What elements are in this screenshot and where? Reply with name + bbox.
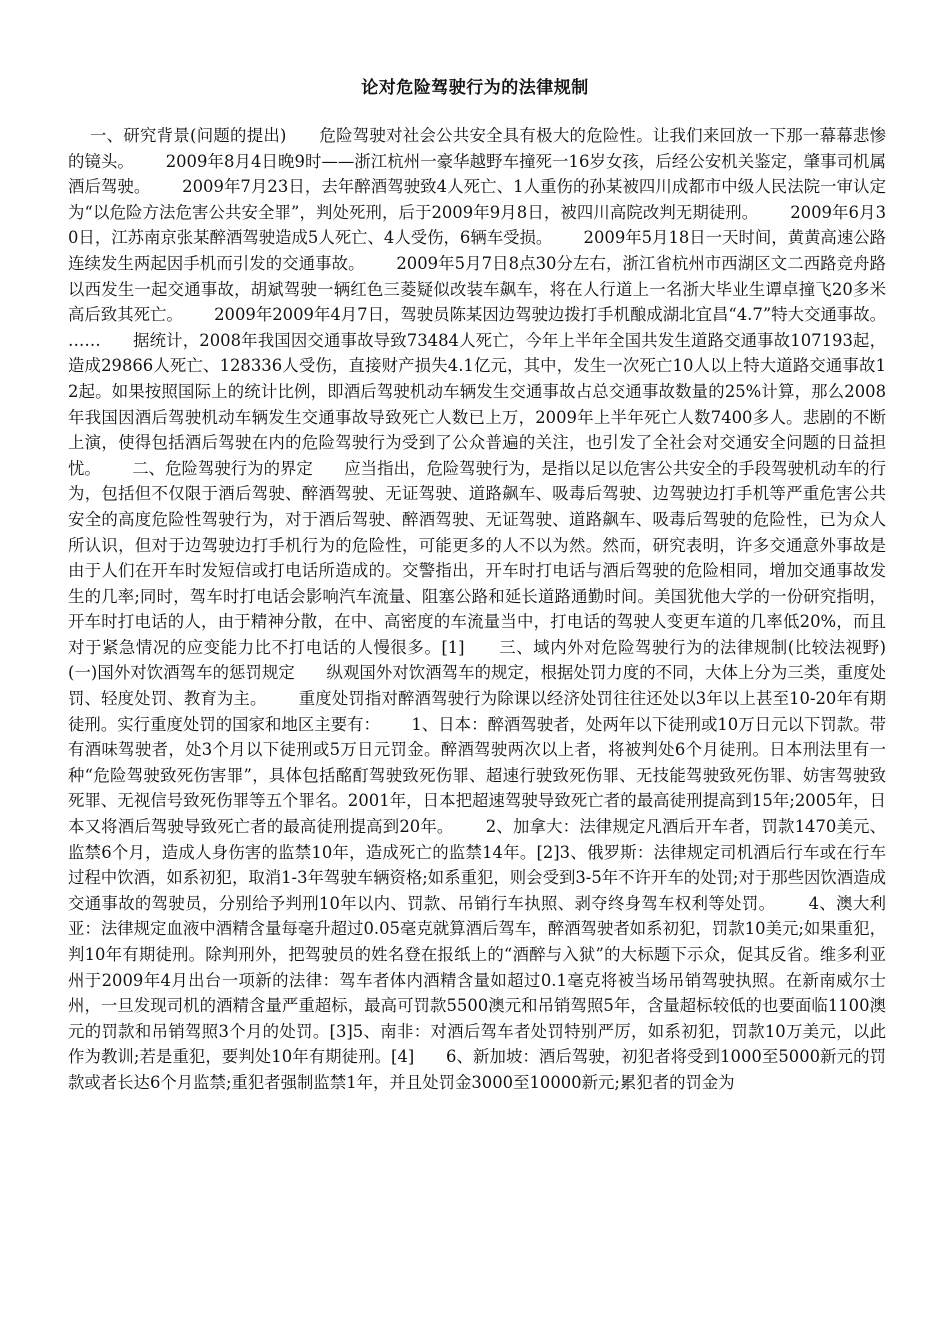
document-title: 论对危险驾驶行为的法律规制	[361, 78, 589, 98]
document-body: 一、研究背景(问题的提出) 危险驾驶对社会公共安全具有极大的危险性。让我们来回放一下那一幕幕悲惨的镜头。 2009年8月4日晚9时——浙江杭州一豪华越野车撞死一16岁女孩，后经公安机关鉴定，肇事司机属酒后驾驶。 2009年7月23日，去年醉酒驾驶致4人死亡、1人重伤的孙某被四川成都市中级人民法院一审认定为“以危险方法危害公共安全罪”，判处死刑，后于2009年9月8日，被四川高院改判无期徒刑。 2009年6月30日，江苏南京张某醉酒驾驶造成5人死亡、4人受伤，6辆车受损。 2009年5月18日一天时间，黄黄高速公路连续发生两起因手机而引发的交通事故。 2009年5月7日8点30分左右，浙江省杭州市西湖区文二西路竞舟路以西发生一起交通事故，胡斌驾驶一辆红色三菱疑似改装车飙车，将在人行道上一名浙大毕业生谭卓撞飞20多米高后致其死亡。 2009年2009年4月7日，驾驶员陈某因边驾驶边拨打手机酿成湖北宜昌“4.7”特大交通事故。 …… 据统计，2008年我国因交通事故导致73484人死亡，今年上半年全国共发生道路交通事故107193起，造成29866人死亡、128336人受伤，直接财产损失4.1亿元，其中，发生一次死亡10人以上特大道路交通事故12起。如果按照国际上的统计比例，即酒后驾驶机动车辆发生交通事故占总交通事故数量的25%计算，那么2008年我国因酒后驾驶机动车辆发生交通事故导致死亡人数已上万，2009年上半年死亡人数7400多人。悲剧的不断上演，使得包括酒后驾驶在内的危险驾驶行为受到了公众普遍的关注，也引发了全社会对交通安全问题的日益担忧。 二、危险驾驶行为的界定 应当指出，危险驾驶行为，是指以足以危害公共安全的手段驾驶机动车的行为，包括但不仅限于酒后驾驶、醉酒驾驶、无证驾驶、道路飙车、吸毒后驾驶、边驾驶边打手机等严重危害公共安全的高度危险性驾驶行为，对于酒后驾驶、醉酒驾驶、无证驾驶、道路飙车、吸毒后驾驶的危险性，已为众人所认识，但对于边驾驶边打手机行为的危险性，可能更多的人不以为然。然而，研究表明，许多交通意外事故是由于人们在开车时发短信或打电话所造成的。交警指出，开车时打电话与酒后驾驶的危险相同，增加交通事故发生的几率;同时，驾车时打电话会影响汽车流量、阻塞公路和延长道路通勤时间。美国犹他大学的一份研究指明，开车时打电话的人，由于精神分散，在中、高密度的车流量当中，打电话的驾驶人变更车道的几率低20%，而且对于紧急情况的应变能力比不打电话的人慢很多。[1] 三、域内外对危险驾驶行为的法律规制(比较法视野) (一)国外对饮酒驾车的惩罚规定 纵观国外对饮酒驾车的规定，根据处罚力度的不同，大体上分为三类，重度处罚、轻度处罚、教育为主。 重度处罚指对醉酒驾驶行为除课以经济处罚往往还处以3年以上甚至10-20年有期徒刑。实行重度处罚的国家和地区主要有： 1、日本：醉酒驾驶者，处两年以下徒刑或10万日元以下罚款。带有酒味驾驶者，处3个月以下徒刑或5万日元罚金。醉酒驾驶两次以上者，将被判处6个月徒刑。日本刑法里有一种“危险驾驶致死伤害罪”，具体包括酩酊驾驶致死伤罪、超速行驶致死伤罪、无技能驾驶致死伤罪、妨害驾驶致死罪、无视信号致死伤罪等五个罪名。2001年，日本把超速驾驶导致死亡者的最高徒刑提高到15年;2005年，日本又将酒后驾驶导致死亡者的最高徒刑提高到20年。 2、加拿大：法律规定凡酒后开车者，罚款1470美元、监禁6个月，造成人身伤害的监禁10年，造成死亡的监禁14年。[2]3、俄罗斯：法律规定司机酒后行车或在行车过程中饮酒，如系初犯，取消1-3年驾驶车辆资格;如系重犯，则会受到3-5年不许开车的处罚;对于那些因饮酒造成交通事故的驾驶员，分别给予判刑10年以内、罚款、吊销行车执照、剥夺终身驾车权利等处罚。 4、澳大利亚：法律规定血液中酒精含量每毫升超过0.05毫克就算酒后驾车，醉酒驾驶者如系初犯，罚款10美元;如果重犯，判10年有期徒刑。除判刑外，把驾驶员的姓名登在报纸上的“酒醉与入狱”的大标题下示众，促其反省。维多利亚州于2009年4月出台一项新的法律：驾车者体内酒精含量如超过0.1毫克将被当场吊销驾驶执照。在新南威尔士州，一旦发现司机的酒精含量严重超标，最高可罚款5500澳元和吊销驾照5年，含量超标较低的也要面临1100澳元的罚款和吊销驾照3个月的处罚。[3]5、南非：对酒后驾车者处罚特别严厉，如系初犯，罚款10万美元，以此作为教训;若是重犯，要判处10年有期徒刑。[4] 6、新加坡：酒后驾驶，初犯者将受到1000至5000新元的罚款或者长达6个月监禁;重犯者强制监禁1年，并且处罚金3000至10000新元;累犯者的罚金为	[68, 126, 918, 1092]
